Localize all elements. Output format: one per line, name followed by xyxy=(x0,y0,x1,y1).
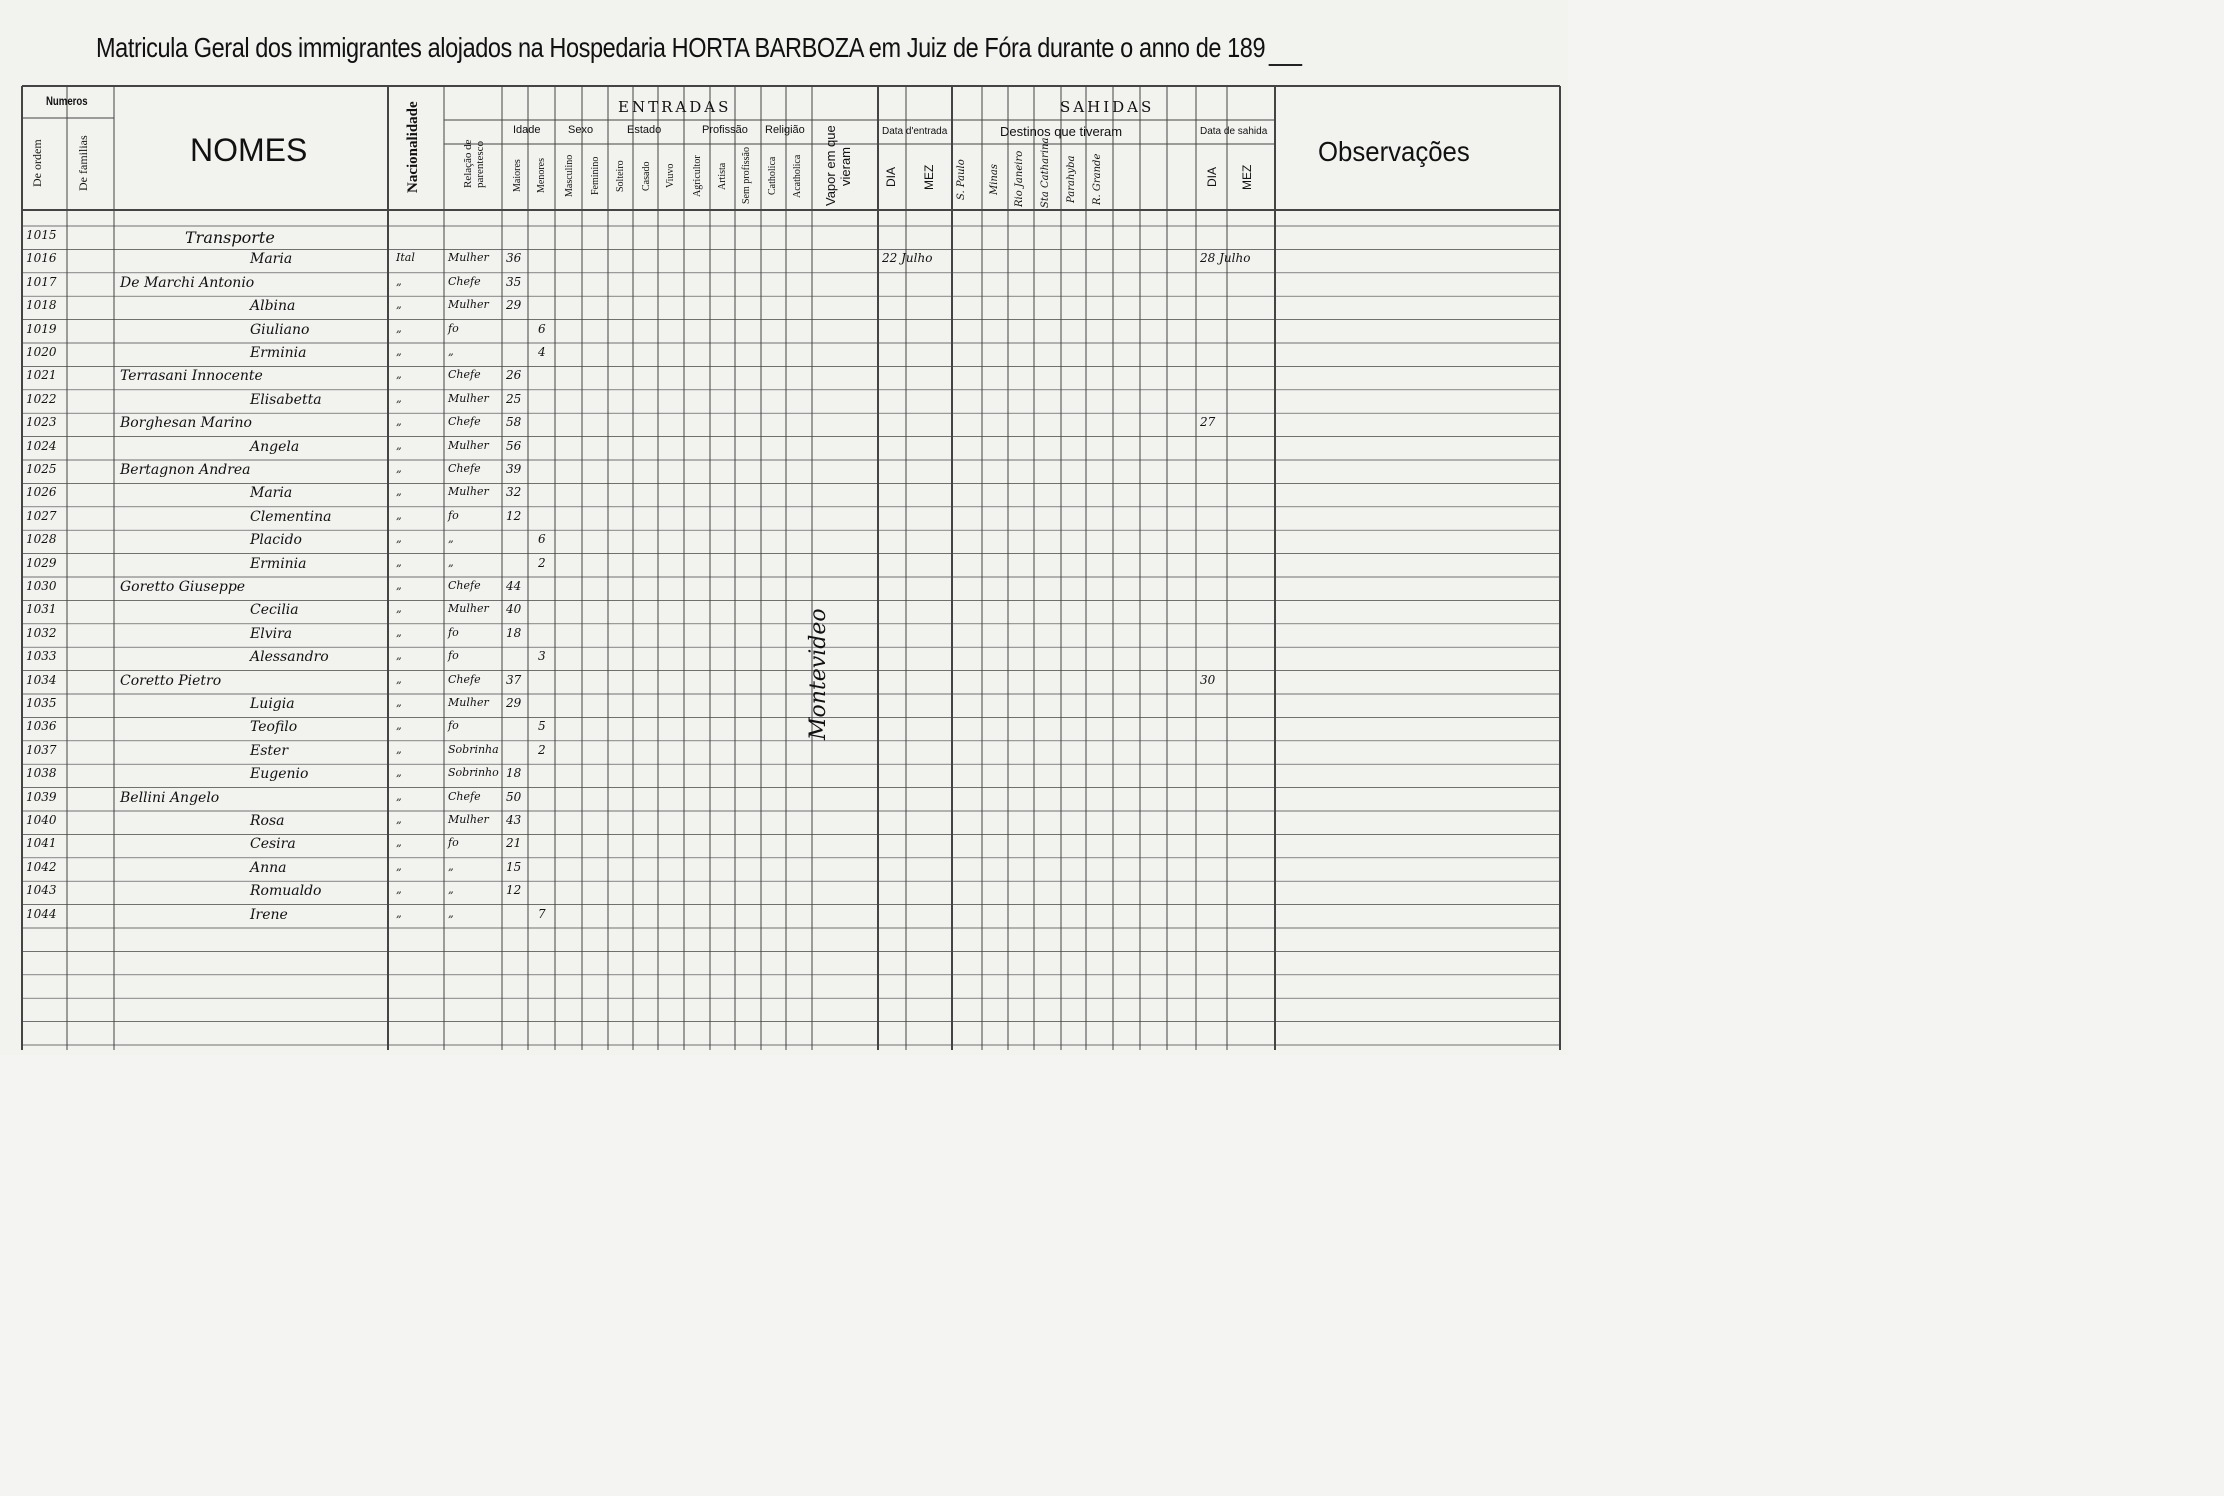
data-entrada-header: Data d'entrada xyxy=(882,126,948,137)
row-number: 1026 xyxy=(26,485,57,500)
row-relacao: Chefe xyxy=(448,672,481,686)
row-name: Elisabetta xyxy=(250,391,322,408)
row-nacionalidade: „ xyxy=(396,462,402,475)
row-maiores: 35 xyxy=(506,274,522,289)
row-relacao: Sobrinho xyxy=(448,766,499,780)
row-number: 1018 xyxy=(26,298,57,313)
nomes-header: NOMES xyxy=(190,132,308,168)
row-name: Irene xyxy=(250,906,288,923)
row-maiores: 36 xyxy=(506,251,522,266)
solteiro-header: Solteiro xyxy=(615,160,626,192)
dia-entrada-header: DIA xyxy=(884,167,898,188)
row-data-sahida: 28 Julho xyxy=(1200,251,1251,266)
row-number: 1017 xyxy=(26,274,57,289)
row-relacao: Mulher xyxy=(448,602,489,616)
dest-5-header: Parahyba xyxy=(1066,155,1077,203)
row-relacao: „ xyxy=(448,883,454,897)
row-number: 1027 xyxy=(26,508,57,523)
row-maiores: 12 xyxy=(506,883,522,898)
row-nacionalidade: „ xyxy=(396,274,402,288)
acatholica-header: Acatholica xyxy=(792,154,803,198)
sem-profissao-header: Sem profissão xyxy=(741,147,752,204)
register-page xyxy=(0,0,1568,1055)
row-relacao: Mulher xyxy=(448,438,489,452)
row-nacionalidade: „ xyxy=(396,298,402,312)
catholica-header: Catholica xyxy=(767,156,778,196)
row-number: 1028 xyxy=(26,532,57,547)
row-relacao: „ xyxy=(448,345,454,358)
row-number: 1033 xyxy=(26,649,57,664)
row-relacao: fo xyxy=(448,836,459,850)
row-maiores: 32 xyxy=(506,485,522,500)
row-number: 1032 xyxy=(26,625,57,640)
row-name: Clementina xyxy=(250,508,332,525)
row-number: 1039 xyxy=(26,789,57,804)
row-number: 1041 xyxy=(26,836,57,851)
row-nacionalidade: „ xyxy=(396,485,402,499)
row-nacionalidade: „ xyxy=(396,555,402,569)
row-relacao: „ xyxy=(448,532,454,546)
row-menores: 3 xyxy=(538,649,546,664)
row-relacao: fo xyxy=(448,321,459,335)
row-maiores: 40 xyxy=(506,602,522,617)
row-name: Placido xyxy=(250,532,302,549)
vapor-header: Vapor em que vieram xyxy=(823,125,853,207)
row-name: Transporte xyxy=(185,228,275,247)
row-nacionalidade: „ xyxy=(396,813,402,826)
row-number: 1031 xyxy=(26,602,57,617)
feminino-header: Feminino xyxy=(590,156,601,196)
row-number: 1035 xyxy=(26,696,57,710)
row-relacao: Chefe xyxy=(448,274,481,288)
casado-header: Casado xyxy=(641,161,652,191)
row-nacionalidade: „ xyxy=(396,625,402,639)
row-name: Cesira xyxy=(250,836,296,853)
row-nacionalidade: „ xyxy=(396,579,402,592)
mez-sahida-header: MEZ xyxy=(1240,164,1254,190)
sexo-header: Sexo xyxy=(568,124,594,136)
row-menores: 4 xyxy=(538,345,546,359)
row-relacao: Mulher xyxy=(448,298,489,312)
row-relacao: fo xyxy=(448,508,459,522)
de-ordem-header: De ordem xyxy=(30,139,44,187)
row-number: 1022 xyxy=(26,391,57,406)
row-name: Bertagnon Andrea xyxy=(120,462,251,478)
row-nacionalidade: „ xyxy=(396,321,402,335)
row-menores: 7 xyxy=(538,906,546,921)
destinos-header: Destinos que tiveram xyxy=(1000,124,1123,139)
nacionalidade-header: Nacionalidade xyxy=(405,101,421,194)
row-name: Bellini Angelo xyxy=(120,789,220,806)
row-nacionalidade: „ xyxy=(396,789,402,803)
dest-6-header: R. Grande xyxy=(1092,153,1103,205)
mez-entrada-header: MEZ xyxy=(922,164,936,190)
row-name: Angela xyxy=(250,438,300,455)
row-nacionalidade: „ xyxy=(396,602,402,616)
row-nacionalidade: „ xyxy=(396,415,402,429)
row-name: Erminia xyxy=(250,345,307,361)
row-name: Maria xyxy=(250,251,293,268)
row-maiores: 26 xyxy=(506,368,522,383)
row-number: 1040 xyxy=(26,813,57,827)
agricultor-header: Agricultor xyxy=(692,155,703,197)
row-nacionalidade: „ xyxy=(396,345,402,358)
row-nacionalidade: „ xyxy=(396,391,402,405)
estado-header: Estado xyxy=(627,124,662,136)
row-nacionalidade: „ xyxy=(396,742,402,756)
row-name: Alessandro xyxy=(250,649,329,666)
row-maiores: 58 xyxy=(506,415,522,430)
row-maiores: 29 xyxy=(506,298,522,313)
row-nacionalidade: „ xyxy=(396,836,402,850)
row-name: Erminia xyxy=(250,555,307,572)
row-maiores: 39 xyxy=(506,462,522,476)
row-maiores: 29 xyxy=(506,696,522,710)
de-familias-header: De familias xyxy=(76,135,90,191)
row-name: De Marchi Antonio xyxy=(120,274,255,291)
row-number: 1036 xyxy=(26,719,57,734)
row-name: Anna xyxy=(250,859,287,876)
title-text: Matricula Geral dos immigrantes alojados na Hospedaria HORTA BARBOZA em Juiz de Fóra durante o anno de 189 xyxy=(96,32,1266,63)
row-relacao: Sobrinha xyxy=(448,742,499,756)
dest-3-header: Rio Janeiro xyxy=(1014,150,1025,208)
row-number: 1020 xyxy=(26,345,57,359)
row-nacionalidade: „ xyxy=(396,906,402,920)
row-data-entrada: 22 Julho xyxy=(882,251,933,266)
row-relacao: „ xyxy=(448,555,454,569)
sahidas-header: SAHIDAS xyxy=(1060,98,1155,116)
dest-2-header: Minas xyxy=(989,164,1000,196)
row-number: 1023 xyxy=(26,415,57,430)
row-maiores: 50 xyxy=(506,789,522,804)
row-name: Albina xyxy=(250,298,296,315)
profissao-header: Profissão xyxy=(702,124,748,136)
row-relacao: Mulher xyxy=(448,696,489,709)
row-maiores: 18 xyxy=(506,625,522,640)
row-nacionalidade: „ xyxy=(396,719,402,733)
row-name: Cecilia xyxy=(250,602,299,619)
row-name: Maria xyxy=(250,485,293,502)
row-number: 1015 xyxy=(26,228,57,242)
row-menores: 2 xyxy=(538,742,546,757)
row-number: 1025 xyxy=(26,462,57,476)
row-menores: 2 xyxy=(538,555,546,570)
menores-header: Menores xyxy=(536,158,547,194)
row-number: 1044 xyxy=(26,906,57,921)
row-name: Elvira xyxy=(250,625,293,642)
dia-sahida-header: DIA xyxy=(1205,167,1219,188)
row-number: 1037 xyxy=(26,742,57,757)
row-nacionalidade: „ xyxy=(396,672,402,686)
row-number: 1019 xyxy=(26,321,57,336)
row-relacao: Mulher xyxy=(448,813,489,826)
row-number: 1021 xyxy=(26,368,57,383)
row-number: 1016 xyxy=(26,251,57,266)
row-data-sahida: 30 xyxy=(1200,672,1216,687)
maiores-header: Maiores xyxy=(512,159,523,193)
row-maiores: 37 xyxy=(506,672,522,687)
row-number: 1038 xyxy=(26,766,57,781)
row-name: Terrasani Innocente xyxy=(120,368,263,385)
row-maiores: 44 xyxy=(506,579,522,593)
row-relacao: Chefe xyxy=(448,462,481,475)
numeros-header: Numeros xyxy=(46,94,88,108)
row-name: Borghesan Marino xyxy=(120,415,252,432)
row-nacionalidade: „ xyxy=(396,859,402,873)
row-name: Rosa xyxy=(250,813,285,829)
row-relacao: Mulher xyxy=(448,251,489,265)
row-relacao: fo xyxy=(448,649,459,663)
data-sahida-header: Data de sahida xyxy=(1200,126,1268,137)
row-relacao: Mulher xyxy=(448,485,489,499)
religiao-header: Religião xyxy=(765,124,805,136)
row-relacao: Mulher xyxy=(448,391,489,405)
masculino-header: Masculino xyxy=(564,154,575,198)
row-maiores: 25 xyxy=(506,391,522,406)
row-maiores: 12 xyxy=(506,508,522,523)
row-menores: 6 xyxy=(538,321,546,336)
row-maiores: 21 xyxy=(506,836,522,851)
row-maiores: 18 xyxy=(506,766,522,781)
row-name: Giuliano xyxy=(250,321,310,338)
row-number: 1024 xyxy=(26,438,57,453)
row-menores: 5 xyxy=(538,719,546,734)
row-nacionalidade: „ xyxy=(396,766,402,780)
row-number: 1042 xyxy=(26,859,57,874)
row-name: Teofilo xyxy=(250,719,298,736)
row-name: Coretto Pietro xyxy=(120,672,222,689)
relacao-header: Relação de parentesco xyxy=(462,139,486,189)
row-relacao: Chefe xyxy=(448,789,481,803)
row-relacao: „ xyxy=(448,859,454,873)
row-relacao: Chefe xyxy=(448,368,481,382)
row-name: Luigia xyxy=(250,696,295,712)
dest-4-header: Sta Catharina xyxy=(1040,137,1051,208)
row-name: Goretto Giuseppe xyxy=(120,579,246,595)
entradas-header: ENTRADAS xyxy=(618,98,732,116)
row-name: Eugenio xyxy=(250,766,309,783)
row-relacao: Chefe xyxy=(448,579,481,592)
row-number: 1029 xyxy=(26,555,57,570)
row-number: 1034 xyxy=(26,672,57,687)
row-relacao: „ xyxy=(448,906,454,920)
row-nacionalidade: „ xyxy=(396,696,402,709)
row-nacionalidade: „ xyxy=(396,649,402,663)
row-nacionalidade: „ xyxy=(396,368,402,382)
row-relacao: fo xyxy=(448,625,459,639)
artista-header: Artista xyxy=(717,162,728,190)
dest-1-header: S. Paulo xyxy=(956,159,967,201)
row-nacionalidade: „ xyxy=(396,883,402,897)
row-maiores: 43 xyxy=(506,813,522,827)
row-menores: 6 xyxy=(538,532,546,547)
row-number: 1043 xyxy=(26,883,57,898)
viuvo-header: Viuvo xyxy=(665,163,676,189)
idade-header: Idade xyxy=(513,124,541,136)
row-maiores: 15 xyxy=(506,859,522,874)
row-name: Romualdo xyxy=(250,883,322,900)
row-name: Ester xyxy=(250,742,289,759)
row-nacionalidade: Ital xyxy=(396,251,415,265)
vapor-name: Montevideo xyxy=(806,608,831,740)
row-nacionalidade: „ xyxy=(396,508,402,522)
row-number: 1030 xyxy=(26,579,57,593)
row-relacao: Chefe xyxy=(448,415,481,429)
row-nacionalidade: „ xyxy=(396,438,402,452)
row-relacao: fo xyxy=(448,719,459,733)
observacoes-header: Observações xyxy=(1318,136,1470,167)
row-maiores: 56 xyxy=(506,438,522,453)
row-data-sahida: 27 xyxy=(1200,415,1216,430)
row-nacionalidade: „ xyxy=(396,532,402,546)
